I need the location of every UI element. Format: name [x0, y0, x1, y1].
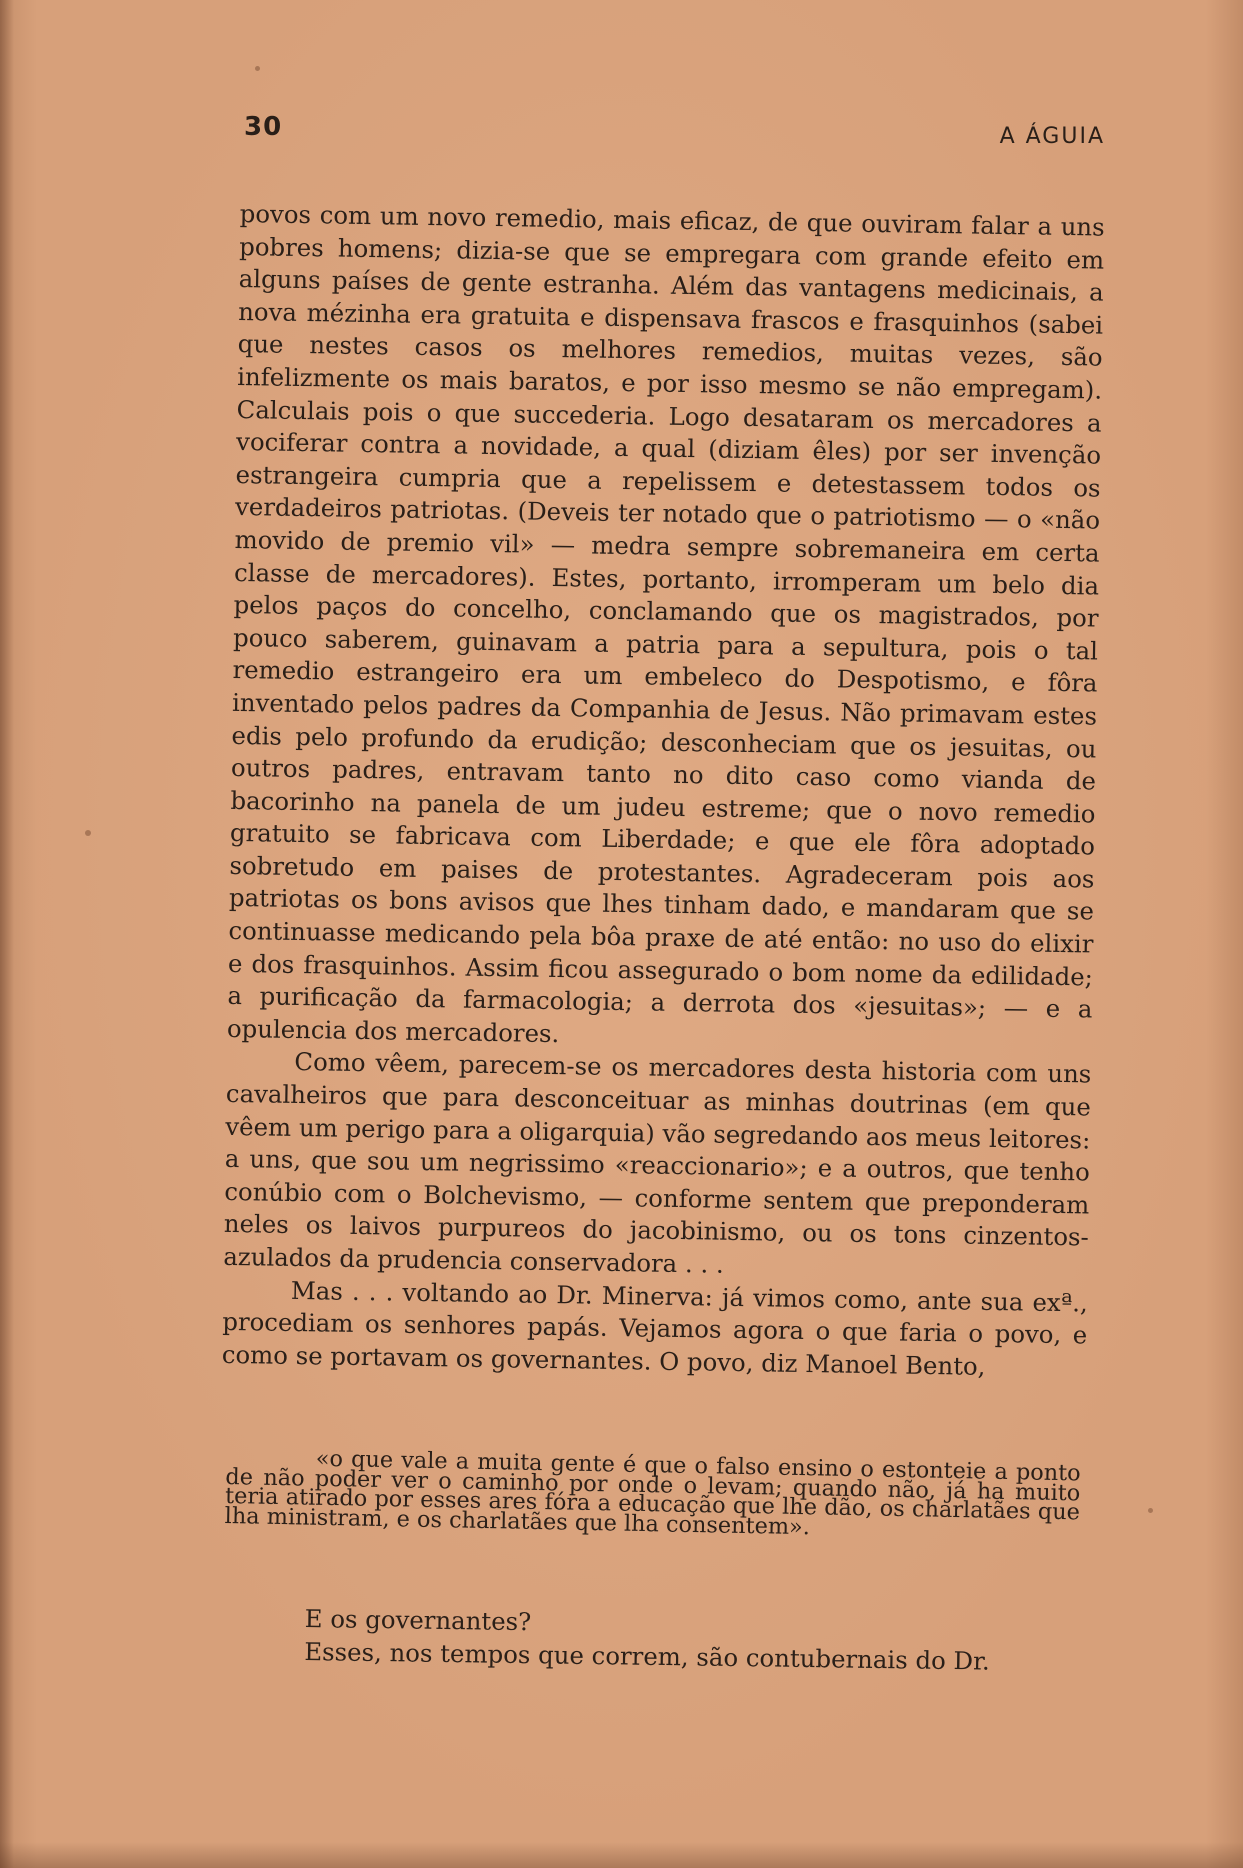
running-title: A ÁGUIA: [999, 124, 1105, 149]
ink-speck: [255, 66, 260, 71]
ink-speck: [1148, 1508, 1153, 1513]
page-edge-shadow: [0, 0, 14, 1868]
block-quote: [224, 1445, 1081, 1542]
page-bottom-shadow: [0, 1842, 1243, 1868]
closing-text: [304, 1602, 1105, 1679]
page-number: 30: [244, 112, 283, 142]
paragraph-3: Mas . . . voltando ao Dr. Minerva: já vimos como, ante sua exª., procediam os senhores papás. Vejamos agora o que faria o povo, e como se portavam os governantes. O povo, diz Manoel Bento,: [221, 1275, 1088, 1381]
ink-speck: [85, 830, 91, 836]
closing-line-1: E os governantes?: [304, 1603, 532, 1637]
paragraph-2: Como vêem, parecem-se os mercadores desta historia com uns cavalheiros que para desconceituar as minhas doutrinas (em que vêem um perigo para a oligarquia) vão segredando aos meus leitores: a uns, que sou um negrissimo «reaccionario»; e a outros, que tenho conúbio com o Bolchevismo, — conforme sentem que preponderam neles os laivos purpureos do jacobinismo, ou os tons cinzentos-azulados da prudencia conservadora . . .: [223, 1047, 1092, 1279]
paragraph-1: povos com um novo remedio, mais eficaz, de que ouviram falar a uns pobres homens; dizia-se que se empregara com grande efeito em alguns países de gente estranha. Além das vantagens medicinais, a nova mézinha era gratuita e dispensava frascos e frasquinhos (sabei que nestes casos os melhores remedios, muitas vezes, são infelizmente os mais baratos, e por isso mesmo se não empregam). Calculais pois o que succederia. Logo desataram os mercadores a vociferar contra a novidade, a qual (diziam êles) por ser invenção estrangeira cumpria que a repelissem e detestassem todos os verdadeiros patriotas. (Deveis ter notado que o patriotismo — o «não movido de premio vil» — medra sempre sobremaneira em certa classe de mercadores). Estes, portanto, irromperam um belo dia pelos paços do concelho, conclamando que os magistrados, por pouco saberem, guinavam a patria para a sepultura, pois o tal remedio estrangeiro era um embeleco do Despotismo, e fôra inventado pelos padres da Companhia de Jesus. Não primavam estes edis pelo profundo da erudição; desconheciam que os jesuitas, ou outros padres, entravam tanto no dito caso como vianda de bacorinho na panela de um judeu estreme; que o novo remedio gratuito se fabricava com Liberdade; e que ele fôra adoptado sobretudo em paises de protestantes. Agradeceram pois aos patriotas os bons avisos que lhes tinham dado, e mandaram que se continuasse medicando pela bôa praxe de até então: no uso do elixir e dos frasquinhos. Assim ficou assegurado o bom nome da edilidade; a purificação da farmacologia; a derrota dos «jesuitas»; — e a opulencia dos mercadores.: [226, 198, 1105, 1048]
page-header: [240, 112, 1105, 152]
closing-line-2: Esses, nos tempos que correm, são contubernais do Dr.: [304, 1636, 991, 1676]
quote-text: «o que vale a muita gente é que o falso ensino o estonteie a ponto de não poder ver o caminho por onde o levam; quando não, já ha muito teria atirado por esses ares fóra a educação que lhe dão, os charlatães que lha ministram, e os charlatães que lha consentem».: [224, 1445, 1081, 1540]
body-text: [222, 198, 1105, 1385]
